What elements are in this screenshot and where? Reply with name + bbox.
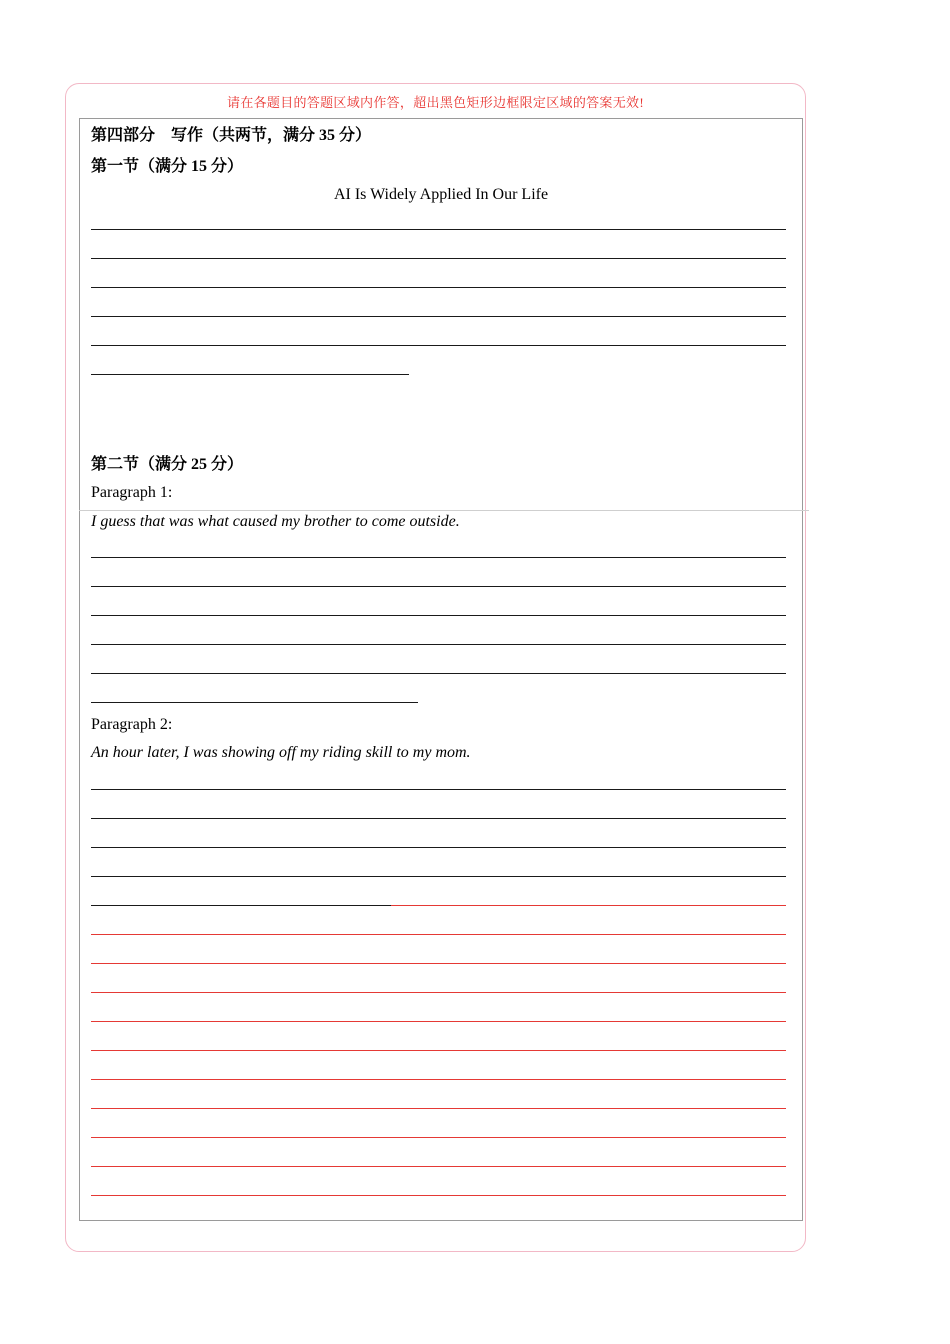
answer-area-notice: 请在各题目的答题区域内作答，超出黑色矩形边框限定区域的答案无效!: [227, 95, 644, 110]
paragraph-one-label: Paragraph 1:: [91, 484, 173, 501]
writing-line[interactable]: [91, 905, 391, 906]
writing-line[interactable]: [91, 615, 786, 616]
paragraph-two-opening: An hour later, I was showing off my riding skill to my mom.: [91, 744, 471, 761]
section-divider: [79, 510, 809, 511]
section-one-heading: 第一节（满分 15 分）: [91, 158, 244, 175]
paragraph-two-label: Paragraph 2:: [91, 716, 173, 733]
writing-line[interactable]: [91, 818, 786, 819]
writing-line[interactable]: [91, 644, 786, 645]
writing-line[interactable]: [91, 229, 786, 230]
writing-line-red[interactable]: [91, 1079, 786, 1080]
part-four-heading: 第四部分 写作（共两节，满分 35 分）: [91, 127, 372, 144]
writing-line[interactable]: [91, 345, 786, 346]
writing-line-red[interactable]: [91, 963, 786, 964]
writing-line[interactable]: [91, 287, 786, 288]
writing-line[interactable]: [91, 702, 418, 703]
writing-line[interactable]: [91, 374, 409, 375]
answer-region-frame: [79, 118, 803, 1221]
writing-line[interactable]: [91, 557, 786, 558]
writing-line-red[interactable]: [91, 1137, 786, 1138]
essay-title: AI Is Widely Applied In Our Life: [333, 186, 549, 203]
writing-line-red[interactable]: [91, 1021, 786, 1022]
writing-line[interactable]: [91, 876, 786, 877]
writing-line-red[interactable]: [91, 992, 786, 993]
writing-line-red[interactable]: [91, 1166, 786, 1167]
paragraph-one-opening: I guess that was what caused my brother to come outside.: [91, 513, 460, 530]
writing-line[interactable]: [91, 789, 786, 790]
writing-line[interactable]: [91, 586, 786, 587]
section-two-heading: 第二节（满分 25 分）: [91, 456, 244, 473]
writing-line-red[interactable]: [391, 905, 786, 906]
writing-line-red[interactable]: [91, 1108, 786, 1109]
writing-line[interactable]: [91, 258, 786, 259]
writing-line-red[interactable]: [91, 934, 786, 935]
writing-line[interactable]: [91, 673, 786, 674]
writing-line[interactable]: [91, 316, 786, 317]
writing-line[interactable]: [91, 847, 786, 848]
writing-line-red[interactable]: [91, 1195, 786, 1196]
writing-line-red[interactable]: [91, 1050, 786, 1051]
